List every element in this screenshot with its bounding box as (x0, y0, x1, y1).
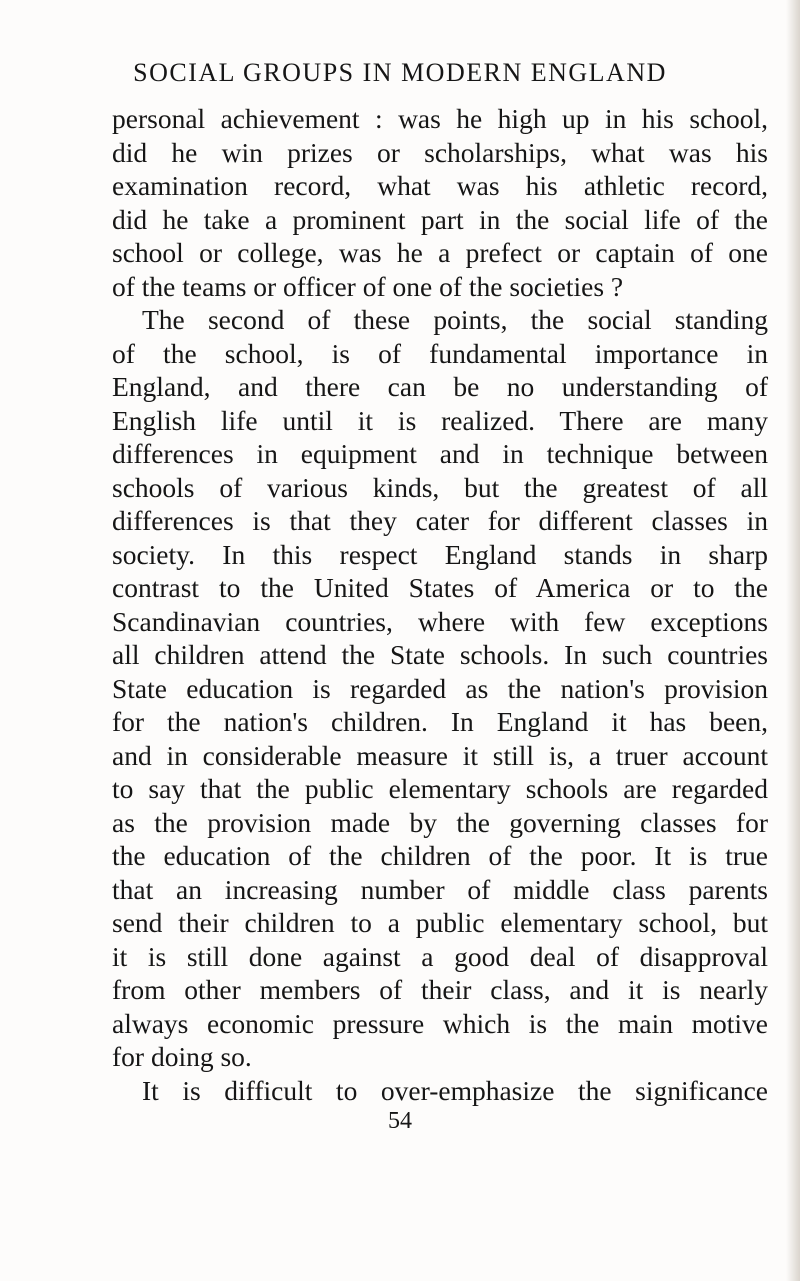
text-line: did he win prizes or scholarships, what was his (112, 136, 768, 168)
text-line: to say that the public elementary schools are regarded (112, 773, 768, 804)
text-line: it is still done against a good deal of disapproval (112, 940, 768, 972)
page-edge-shadow (786, 0, 800, 1281)
text-line: that an increasing number of middle class parents (112, 873, 768, 905)
text-line: from other members of their class, and it is nearly (112, 974, 768, 1005)
text-line: The second of these points, the social standing (142, 304, 768, 335)
text-line: society. In this respect England stands in sharp (112, 538, 768, 570)
running-head: SOCIAL GROUPS IN MODERN ENGLAND (133, 58, 667, 87)
text-line: English life until it is realized. There are many (112, 404, 768, 436)
text-line: schools of various kinds, but the greatest of all (112, 471, 768, 503)
text-line: as the provision made by the governing classes for (112, 806, 768, 838)
text-line: send their children to a public elementary school, but (112, 907, 768, 938)
text-line: Scandinavian countries, where with few exceptions (112, 605, 768, 637)
text-line: of the school, is of fundamental importance in (112, 337, 768, 369)
text-line: contrast to the United States of America or to the (112, 572, 768, 603)
text-line: differences in equipment and in technique between (112, 438, 768, 469)
text-line: England, and there can be no understanding of (112, 371, 768, 402)
body-text (112, 102, 768, 1107)
text-line: It is difficult to over-emphasize the significance (142, 1074, 768, 1106)
text-line: personal achievement : was he high up in his school, (112, 103, 768, 134)
text-line: examination record, what was his athletic record, (112, 170, 768, 201)
text-line: did he take a prominent part in the social life of the (112, 203, 768, 235)
page-number: 54 (388, 1108, 412, 1134)
text-line: and in considerable measure it still is, a truer account (112, 739, 768, 771)
text-line: of the teams or officer of one of the societies ? (112, 270, 624, 302)
text-line: State education is regarded as the nation's provision (112, 672, 768, 704)
text-line: for doing so. (112, 1041, 252, 1072)
text-line: always economic pressure which is the main motive (112, 1007, 768, 1039)
text-line: the education of the children of the poor. It is true (112, 840, 768, 871)
text-line: differences is that they cater for different classes in (112, 505, 768, 536)
text-line: for the nation's children. In England it has been, (112, 706, 768, 737)
text-line: all children attend the State schools. In such countries (112, 639, 768, 670)
text-line: school or college, was he a prefect or captain of one (112, 237, 768, 268)
